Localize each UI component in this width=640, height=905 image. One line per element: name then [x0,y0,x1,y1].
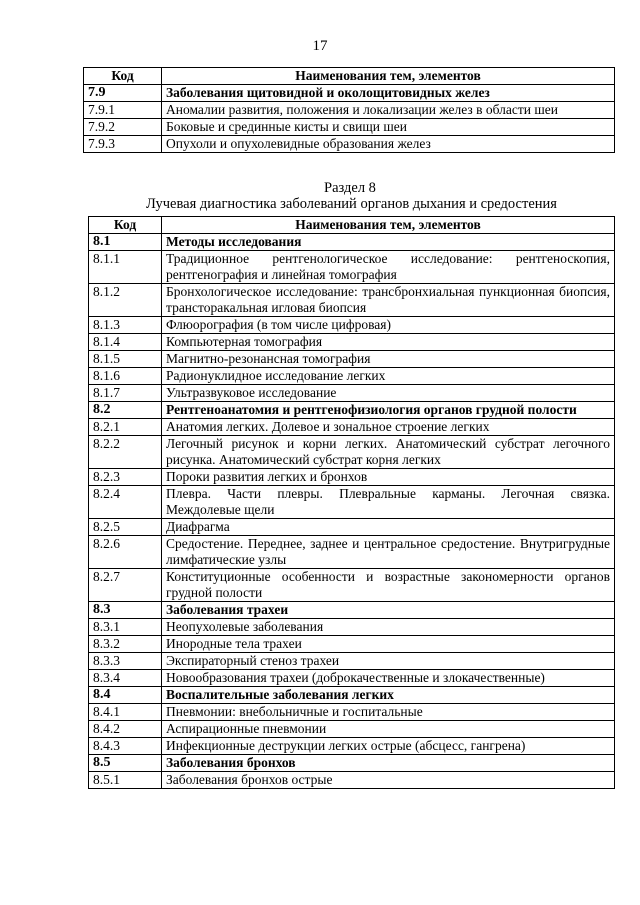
header-code: Код [84,68,162,85]
topic-name: Традиционное рентгенологическое исследование: рентгеноскопия, рентгенография и линейная томография [162,251,615,284]
table-row [89,536,615,569]
topic-code: 7.9.3 [84,136,162,153]
topics-table-7-9 [83,67,615,153]
topic-name: Бронхологическое исследование: трансбронхиальная пункционная биопсия, трансторакальная игловая биопсия [162,284,615,317]
topic-code: 8.2.4 [89,486,162,519]
topic-name: Ультразвуковое исследование [162,385,615,402]
topic-name: Новообразования трахеи (доброкачественные и злокачественные) [162,670,615,687]
table-row [89,469,615,486]
table-row [89,402,615,419]
topic-code: 7.9.1 [84,102,162,119]
header-topic-name: Наименования тем, элементов [162,68,615,85]
table-row [89,721,615,738]
topic-code: 8.2 [89,402,162,419]
topic-name: Заболевания бронхов [162,755,615,772]
topic-name: Воспалительные заболевания легких [162,687,615,704]
topic-name: Методы исследования [162,234,615,251]
table-row [89,436,615,469]
header-code: Код [89,217,162,234]
table-row [89,385,615,402]
topic-code: 8.1 [89,234,162,251]
topic-name: Диафрагма [162,519,615,536]
table-row [89,738,615,755]
topic-code: 8.3.3 [89,653,162,670]
topic-name: Инородные тела трахеи [162,636,615,653]
header-topic-name: Наименования тем, элементов [162,217,615,234]
table-row [89,419,615,436]
table-row [84,119,615,136]
topic-code: 8.3.1 [89,619,162,636]
table-row [89,772,615,789]
table-row [89,569,615,602]
topic-code: 7.9 [84,85,162,102]
table-row [89,284,615,317]
table-header-row [89,217,615,234]
topic-code: 8.4.1 [89,704,162,721]
topic-code: 8.2.3 [89,469,162,486]
topic-code: 8.4 [89,687,162,704]
table-row [89,519,615,536]
table-row [89,636,615,653]
table-row [89,351,615,368]
table-row [84,85,615,102]
topic-name: Боковые и срединные кисты и свищи шеи [162,119,615,136]
table-row [89,755,615,772]
topic-code: 8.5.1 [89,772,162,789]
topic-name: Заболевания бронхов острые [162,772,615,789]
topic-name: Пороки развития легких и бронхов [162,469,615,486]
table-row [84,102,615,119]
table-row [89,602,615,619]
section-title: Раздел 8 [324,180,376,196]
topic-name: Заболевания щитовидной и околощитовидных желез [162,85,615,102]
table-row [89,704,615,721]
topic-name: Легочный рисунок и корни легких. Анатомический субстрат легочного рисунка. Анатомический субстрат корня легких [162,436,615,469]
table-row [89,368,615,385]
topic-name: Аномалии развития, положения и локализации желез в области шеи [162,102,615,119]
topic-name: Неопухолевые заболевания [162,619,615,636]
topic-code: 8.1.7 [89,385,162,402]
topic-code: 7.9.2 [84,119,162,136]
topic-name: Анатомия легких. Долевое и зональное строение легких [162,419,615,436]
topic-name: Пневмонии: внебольничные и госпитальные [162,704,615,721]
table-row [84,136,615,153]
topic-code: 8.1.2 [89,284,162,317]
topic-name: Магнитно-резонансная томография [162,351,615,368]
topic-code: 8.2.2 [89,436,162,469]
topic-name: Конституционные особенности и возрастные закономерности органов грудной полости [162,569,615,602]
topic-name: Плевра. Части плевры. Плевральные карманы. Легочная связка. Междолевые щели [162,486,615,519]
topic-name: Заболевания трахеи [162,602,615,619]
topic-name: Аспирационные пневмонии [162,721,615,738]
topic-code: 8.1.4 [89,334,162,351]
topic-code: 8.2.6 [89,536,162,569]
topics-table-section-8 [88,216,615,789]
table-row [89,653,615,670]
topic-code: 8.1.3 [89,317,162,334]
topic-name: Инфекционные деструкции легких острые (абсцесс, гангрена) [162,738,615,755]
topic-code: 8.1.1 [89,251,162,284]
table-row [89,670,615,687]
table-row [89,619,615,636]
topic-name: Средостение. Переднее, заднее и центральное средостение. Внутригрудные лимфатические узлы [162,536,615,569]
table-row [89,251,615,284]
topic-code: 8.2.7 [89,569,162,602]
table-row [89,486,615,519]
topic-code: 8.3.4 [89,670,162,687]
page-number: 17 [312,38,328,54]
topic-code: 8.1.5 [89,351,162,368]
table-row [89,234,615,251]
topic-name: Рентгеноанатомия и рентгенофизиология органов грудной полости [162,402,615,419]
table-row [89,334,615,351]
topic-code: 8.1.6 [89,368,162,385]
topic-code: 8.4.3 [89,738,162,755]
topic-name: Компьютерная томография [162,334,615,351]
topic-code: 8.5 [89,755,162,772]
topic-name: Опухоли и опухолевидные образования желез [162,136,615,153]
topic-code: 8.3.2 [89,636,162,653]
topic-code: 8.2.5 [89,519,162,536]
topic-code: 8.2.1 [89,419,162,436]
table-header-row [84,68,615,85]
table-row [89,687,615,704]
topic-code: 8.3 [89,602,162,619]
topic-code: 8.4.2 [89,721,162,738]
topic-name: Флюорография (в том числе цифровая) [162,317,615,334]
topic-name: Радионуклидное исследование легких [162,368,615,385]
topic-name: Экспираторный стеноз трахеи [162,653,615,670]
table-row [89,317,615,334]
section-subtitle: Лучевая диагностика заболеваний органов дыхания и средостения [146,196,557,212]
